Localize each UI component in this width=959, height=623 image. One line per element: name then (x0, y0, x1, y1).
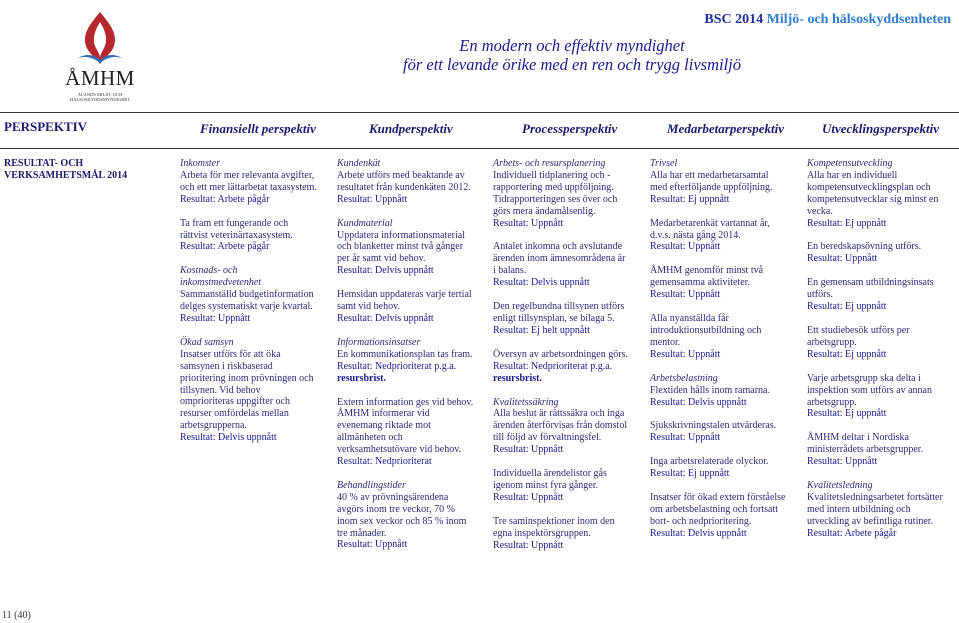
goal-result: Resultat: Ej uppnått (807, 348, 887, 360)
goal-text: Alla nyanställda får introduktionsutbildning och mentor. (650, 313, 762, 348)
perspective-label: PERSPEKTIV (4, 119, 88, 134)
goal-result: Resultat: Uppnått (493, 539, 564, 551)
goal-result: Resultat: Delvis uppnått (337, 312, 434, 324)
goal-heading: inkomstmedvetenhet (180, 277, 262, 289)
goal-heading: Behandlingstider (337, 479, 406, 491)
header-customer: Kundperspektiv (369, 121, 453, 136)
goal-text: Den regelbundna tillsynen utförs enligt tillsynsplan, se bilaga 5. (493, 301, 625, 324)
goal-text: Varje arbetsgrupp ska delta i inspektion som utförs av annan arbetsgrupp. (807, 372, 932, 408)
goal-result: Resultat: Uppnått (337, 193, 408, 205)
logo-emblem-icon (60, 8, 140, 68)
goal-result: Resultat: Nedprioriterat p.g.a. (337, 360, 457, 372)
page-number: 11 (40) (2, 610, 31, 621)
goal-heading: Kvalitetssäkring (493, 396, 559, 408)
goal-result: Resultat: Uppnått (650, 289, 721, 301)
goal-text: Hemsidan uppdateras varje tertial samt vid behov. (337, 289, 472, 313)
goal-text: Individuella ärendelistor gås igenom minst fyra gånger. (493, 468, 607, 491)
goal-result: Resultat: Ej uppnått (807, 408, 887, 420)
bsc-year: BSC 2014 (704, 12, 764, 27)
goal-result: Resultat: Uppnått (807, 456, 878, 468)
goal-heading: Arbets- och resursplanering (493, 158, 606, 169)
goal-text: ÅMHM deltar i Nordiska ministerrådets arbetsgrupper. (807, 432, 924, 456)
goal-text: Medarbetarenkät vartannat år, d.v.s. nästa gång 2014. (650, 217, 770, 241)
unit-name: Miljö- och hälsoskyddsenheten (763, 12, 951, 27)
goal-text: Insatser utförs för att öka samsynen i riskbaserad prioritering inom prövningen och tillsynen. Vid behov omprioriteras uppgifter och resurser omfördelas mellan arbetsgrupperna. (180, 348, 314, 432)
goal-heading: Kompetensutveckling (807, 158, 893, 169)
goal-result: Resultat: Uppnått (650, 348, 721, 360)
goal-text: ÅMHM genomför minst två gemensamma aktiviteter. (650, 265, 764, 289)
process-column (493, 158, 648, 551)
goal-heading: Arbetsbelastning (650, 372, 718, 384)
goal-heading: Ökad samsyn (180, 336, 234, 348)
goal-text: Antalet inkomna och avslutande ärenden inom ämnesområdena är i balans. (493, 241, 626, 277)
row-label-line-2: VERKSAMHETSMÅL 2014 (4, 170, 128, 181)
goal-result: Resultat: Uppnått (493, 491, 564, 503)
goal-text: Arbete utförs med beaktande av resultatet från kundenkäten 2012. (337, 169, 471, 193)
goal-text: Alla har ett medarbetarsamtal med efterföljande uppföljning. (650, 169, 773, 193)
goal-result: Resultat: Delvis uppnått (493, 277, 590, 289)
goal-text: Sammanställd budgetinformation delges systematiskt varje kvartal. (180, 289, 314, 313)
slogan-line-2: för ett levande örike med en ren och trygg livsmiljö (402, 55, 741, 74)
goal-result: Resultat: Ej helt uppnått (493, 324, 590, 336)
goal-heading: Kostnads- och (180, 265, 238, 277)
goal-heading: Informationsinsatser (337, 336, 421, 348)
logo (60, 8, 140, 108)
logo-name: ÅMHM (65, 66, 135, 90)
header-employee: Medarbetarperspektiv (667, 121, 784, 136)
development-column (807, 158, 959, 540)
goal-result: Resultat: Delvis uppnått (650, 527, 747, 539)
financial-column (180, 158, 330, 444)
report-title (704, 12, 951, 28)
header-financial: Finansiellt perspektiv (200, 121, 316, 136)
goal-heading: Kundmaterial (337, 217, 393, 229)
goal-text: Ett studiebesök utförs per arbetsgrupp. (807, 324, 910, 348)
goal-result: Resultat: Ej uppnått (807, 217, 887, 229)
row-label (4, 158, 127, 182)
goal-result: Resultat: Uppnått (180, 312, 251, 324)
goal-text: En beredskapsövning utförs. (807, 241, 922, 253)
goal-result: resursbrist. (337, 372, 386, 384)
goal-text: En kommunikationsplan tas fram. (337, 348, 473, 360)
goal-result: Resultat: Nedprioriterat (337, 456, 432, 468)
goal-result: Resultat: Uppnått (493, 444, 564, 456)
employee-column (650, 158, 805, 540)
goal-text: 40 % av prövningsärendena avgörs inom tre veckor, 70 % inom sex veckor och 85 % inom tre månader. (337, 491, 467, 539)
goal-text: Alla beslut är rättssäkra och inga ärenden återförvisas från domstol till följd av förvaltningsfel. (493, 408, 628, 444)
goal-heading: Trivsel (650, 158, 678, 169)
goal-heading: Kundenkät (337, 158, 381, 169)
goal-text: Ta fram ett fungerande och rättvist veterinärtaxasystem. (180, 217, 293, 241)
goal-text: Sjukskrivningstalen utvärderas. (650, 420, 777, 432)
goal-result: Resultat: Ej uppnått (650, 193, 730, 205)
goal-result: Resultat: Ej uppnått (650, 468, 730, 480)
goal-text: Alla har en individuell kompetensutvecklingsplan och kompetensutvecklar sig minst en vecka. (807, 169, 939, 217)
goal-result: Resultat: Delvis uppnått (650, 396, 747, 408)
goal-heading: Inkomster (180, 158, 220, 169)
goal-result: Resultat: Arbete pågår (807, 527, 897, 539)
customer-column (337, 158, 487, 551)
goal-result: Resultat: Uppnått (650, 432, 721, 444)
goal-text: En gemensam utbildningsinsats utförs. (807, 277, 934, 301)
goal-text: Kvalitetsledningsarbetet fortsätter med intern utbildning och utveckling av befintliga rutiner. (807, 491, 943, 527)
goal-result: Resultat: Uppnått (493, 217, 564, 229)
slogan-line-1: En modern och effektiv myndighet (459, 36, 685, 55)
goal-result: Resultat: Uppnått (807, 253, 878, 265)
goal-text: Inga arbetsrelaterade olyckor. (650, 456, 769, 468)
goal-text: Uppdatera informationsmaterial och blanketter minst två gånger per år samt vid behov. (337, 229, 466, 265)
goal-text: Arbeta för mer relevanta avgifter, och ett mer lättarbetat taxasystem. (180, 169, 317, 193)
header-process: Processperspektiv (522, 121, 618, 136)
goal-result: resursbrist. (493, 372, 542, 384)
slogan (352, 36, 792, 74)
goal-result: Resultat: Arbete pågår (180, 193, 270, 205)
goal-result: Resultat: Ej uppnått (807, 301, 887, 313)
header-divider-bottom (0, 148, 959, 149)
goal-text: Insatser för ökad extern förståelse om arbetsbelastning och fortsatt bort- och nedprioritering. (650, 492, 786, 527)
goal-text: Översyn av arbetsordningen görs. (493, 348, 628, 360)
goal-result: Resultat: Nedprioriterat p.g.a. (493, 360, 613, 372)
goal-text: Flextiden hålls inom ramarna. (650, 384, 770, 396)
header-development: Utvecklingsperspektiv (822, 121, 939, 136)
goal-result: Resultat: Delvis uppnått (337, 265, 434, 277)
goal-result: Resultat: Delvis uppnått (180, 432, 277, 444)
goal-heading: Kvalitetsledning (807, 480, 873, 492)
goal-result: Resultat: Uppnått (337, 539, 408, 551)
logo-subtitle: ÅLANDS MILJÖ- OCH HÄLSOSKYDDSMYNDIGHET (69, 92, 131, 102)
goal-result: Resultat: Uppnått (650, 241, 721, 253)
goal-text: Extern information ges vid behov. ÅMHM informerar vid evenemang riktade mot allmänheten och verksamhetsutövare vid behov. (337, 396, 474, 456)
goal-result: Resultat: Arbete pågår (180, 241, 270, 253)
row-label-line-1: RESULTAT- OCH (4, 158, 84, 169)
goal-text: Tre saminspektioner inom den egna inspektörsgruppen. (493, 515, 615, 539)
goal-text: Individuell tidplanering och - rapportering med uppföljning. Tidrapporteringen ses över och görs mera ändamålsenlig. (493, 169, 618, 217)
header-divider-top (0, 112, 959, 113)
